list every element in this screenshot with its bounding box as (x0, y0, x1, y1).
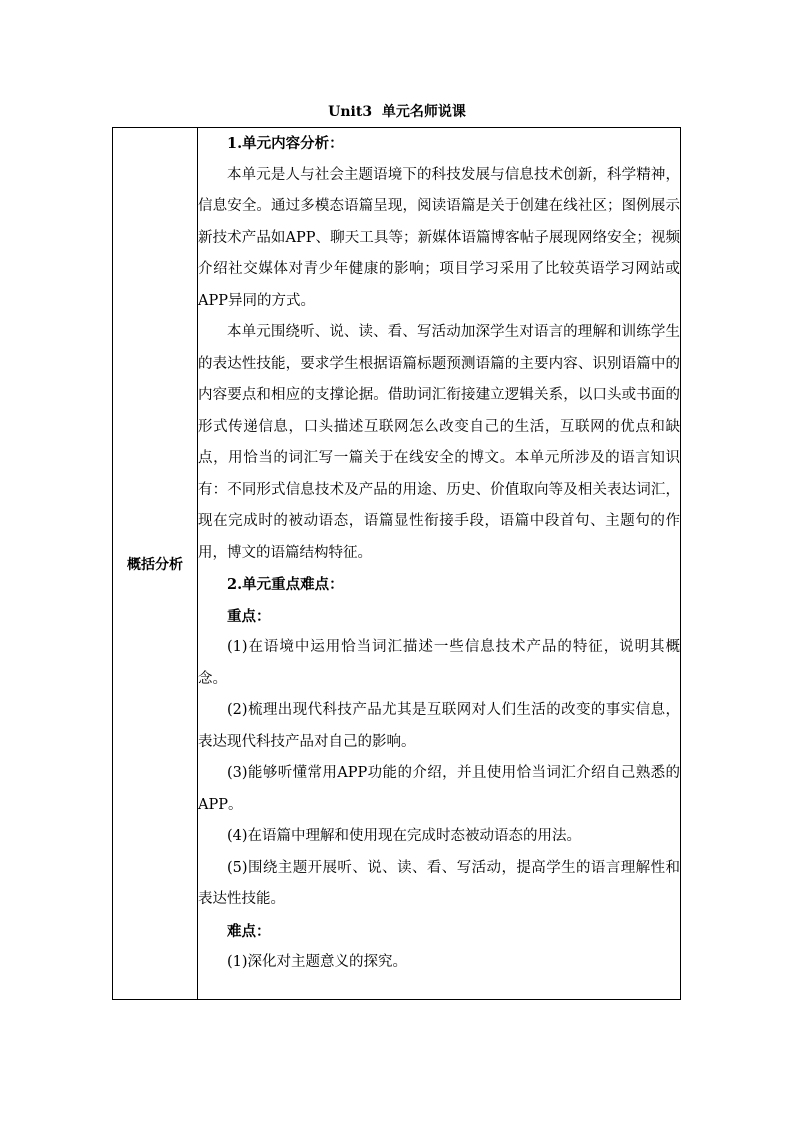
paragraph: 1.单元内容分析： (227, 135, 344, 152)
content-cell (198, 128, 681, 1000)
table-row (113, 128, 681, 1000)
document-title: Unit3 单元名师说课 (328, 104, 466, 120)
lesson-table (112, 127, 681, 1000)
paragraph: 重点： (227, 607, 271, 625)
paragraph: (2)梳理出现代科技产品尤其是互联网对人们生活的改变的事实信息，表达现代科技产品对自己的影响。 (198, 702, 680, 750)
paragraph: 本单元围绕听、说、读、看、写活动加深学生对语言的理解和训练学生的表达性技能，要求学生根据语篇标题预测语篇的主要内容、识别语篇中的内容要点和相应的支撑论据。借助词汇衔接建立逻辑关系，以口头或书面的形式传递信息，口头描述互联网怎么改变自己的生活，互联网的优点和缺点，用恰当的词汇写一篇关于在线安全的博文。本单元所涉及的语言知识有：不同形式信息技术及产品的用途、历史、价值取向等及相关表达词汇，现在完成时的被动语态，语篇显性衔接手段，语篇中段首句、主题句的作用，博文的语篇结构特征。 (198, 324, 680, 561)
paragraph: (3)能够听懂常用APP功能的介绍，并且使用恰当词汇介绍自己熟悉的APP。 (198, 765, 680, 813)
paragraph: (4)在语篇中理解和使用现在完成时态被动语态的用法。 (227, 828, 582, 844)
paragraph: (1)在语境中运用恰当词汇描述一些信息技术产品的特征，说明其概念。 (198, 639, 680, 687)
paragraph: 本单元是人与社会主题语境下的科技发展与信息技术创新，科学精神，信息安全。通过多模态语篇呈现，阅读语篇是关于创建在线社区；图例展示新技术产品如APP、聊天工具等；新媒体语篇博客帖子展现网络安全；视频介绍社交媒体对青少年健康的影响；项目学习采用了比较英语学习网站或APP异同的方式。 (198, 166, 680, 309)
paragraph: 2.单元重点难点： (227, 576, 344, 593)
paragraph: (5)围绕主题开展听、说、读、看、写活动，提高学生的语言理解性和表达性技能。 (198, 859, 680, 907)
paragraph: (1)深化对主题意义的探究。 (227, 954, 408, 970)
row-label-cell: 概括分析 (113, 128, 198, 1000)
paragraph: 难点： (227, 922, 271, 940)
